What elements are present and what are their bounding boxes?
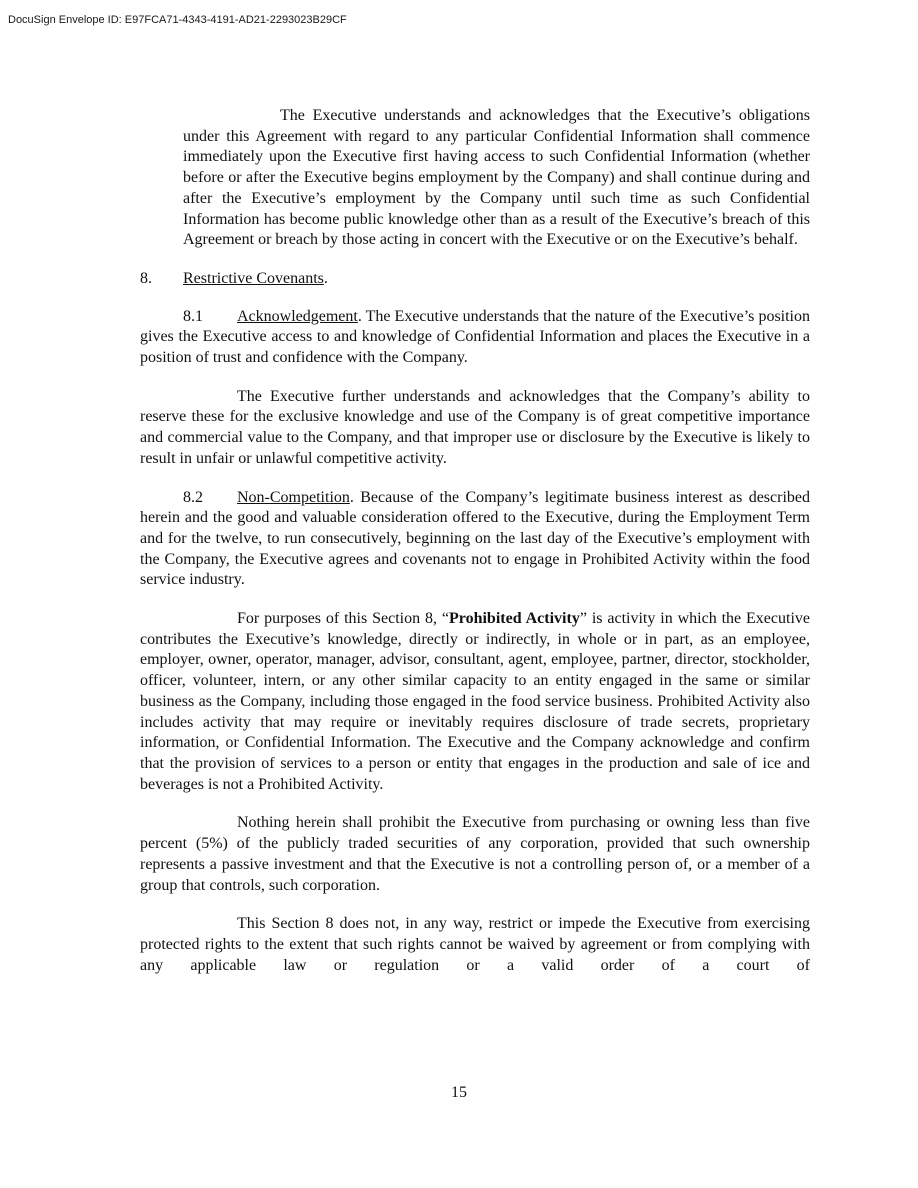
section-8-2-heading: Non-Competition	[237, 488, 350, 506]
section-8-heading	[140, 269, 810, 290]
section-8-1-heading: Acknowledgement	[237, 307, 358, 325]
section-8-2-text: . Because of the Company’s legitimate business interest as described herein and the good and valuable consideration offered to the Executive, during the Employment Term and for the twelve, to run consecutively, beginning on the last day of the Executive’s employment with the Company, the Executive agrees and covenants not to engage in Prohibited Activity within the food service industry.	[140, 488, 810, 589]
section-8-1-paragraph-2: The Executive further understands and acknowledges that the Company’s ability to reserve these for the exclusive knowledge and use of the Company is of great competitive importance and commercial value to the Company, and that improper use or disclosure by the Executive is likely to result in unfair or unlawful competitive activity.	[140, 387, 810, 467]
section-8-1-text: . The Executive understands that the nature of the Executive’s position gives the Executive access to and knowledge of Confidential Information and places the Executive in a position of trust and confidence with the Company.	[140, 307, 810, 367]
section-8-2-paragraph-4: This Section 8 does not, in any way, restrict or impede the Executive from exercising protected rights to the extent that such rights cannot be waived by agreement or from complying with any applicable law or regulation or a valid order of a court of	[140, 915, 810, 974]
section-8-number: 8.	[140, 269, 152, 287]
section-8-2-number: 8.2	[183, 488, 203, 506]
prohibited-activity-term: Prohibited Activity	[449, 610, 580, 628]
prohibited-activity-prefix: For purposes of this Section 8, “	[237, 610, 449, 628]
prohibited-activity-suffix: ” is activity in which the Executive contributes the Executive’s knowledge, directly or indirectly, in whole or in part, as an employee, employer, owner, operator, manager, advisor, consultant, agent, employee, partner, director, stockholder, officer, volunteer, intern, or any other similar capacity to an entity engaged in the same or similar business as the Company, including those engaged in the food service business. Prohibited Activity also includes activity that may require or inevitably requires disclosure of trade secrets, proprietary information, or Confidential Information. The Executive and the Company acknowledge and confirm that the provision of services to a person or entity that engages in the production and sale of ice and beverages is not a Prohibited Activity.	[140, 610, 810, 793]
continuation-block	[140, 106, 810, 251]
section-8-title-suffix: .	[323, 269, 328, 287]
document-page	[140, 106, 810, 976]
section-8-title: Restrictive Covenants	[183, 269, 324, 287]
section-8-1-paragraph	[140, 307, 810, 369]
section-8-2-paragraph-3: Nothing herein shall prohibit the Executive from purchasing or owning less than five percent (5%) of the publicly traded securities of any corporation, provided that such ownership represents a passive investment and that the Executive is not a controlling person of, or a member of a group that controls, such corporation.	[140, 814, 810, 894]
section-8-1-number: 8.1	[183, 307, 203, 325]
paragraph-continuation: The Executive understands and acknowledges that the Executive’s obligations under this Agreement with regard to any particular Confidential Information shall commence immediately upon the Executive first having access to such Confidential Information (whether before or after the Executive begins employment by the Company) and shall continue during and after the Executive’s employment by the Company until such time as such Confidential Information has become public knowledge other than as a result of the Executive’s breach of this Agreement or breach by those acting in concert with the Executive or on the Executive’s behalf.	[183, 107, 810, 249]
page-number: 15	[451, 1084, 467, 1101]
section-8-2-paragraph	[140, 488, 810, 592]
section-8-title-wrap	[183, 269, 328, 290]
docusign-envelope-id: DocuSign Envelope ID: E97FCA71-4343-4191-AD21-2293023B29CF	[8, 14, 347, 26]
section-8-2-paragraph-2	[140, 609, 810, 795]
